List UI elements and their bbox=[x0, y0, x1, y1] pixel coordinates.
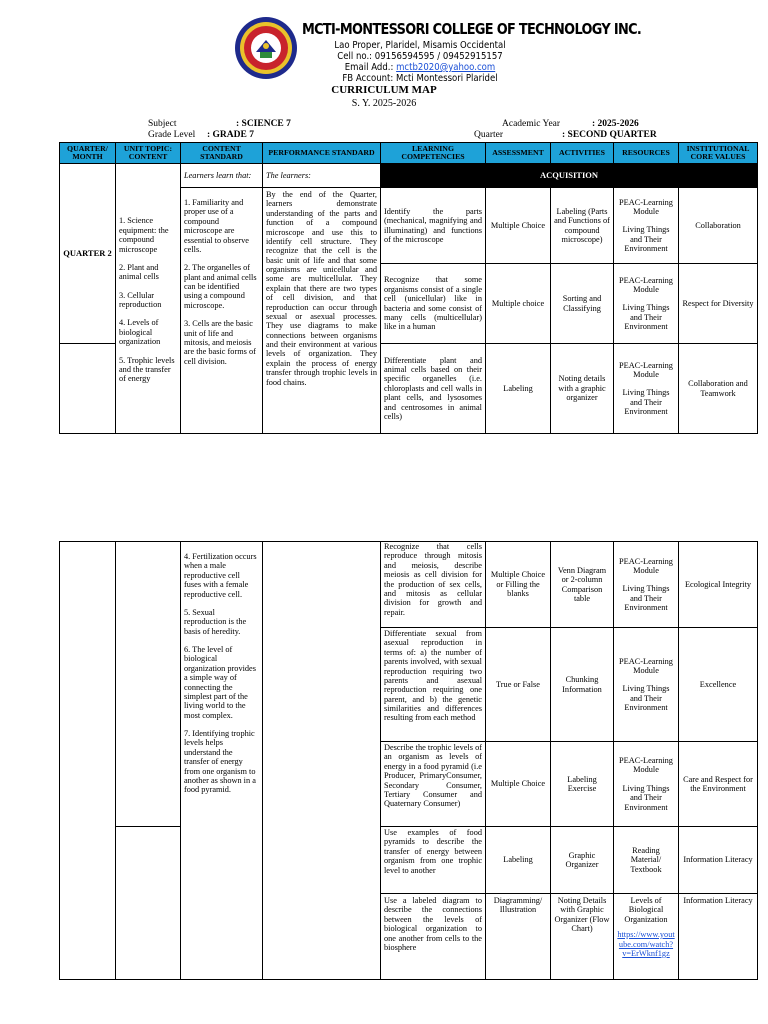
assessment: Labeling bbox=[486, 827, 551, 894]
assessment: Multiple Choice bbox=[486, 742, 551, 827]
competency: Use a labeled diagram to describe the connections between the levels of biological organization to one another from cells to the biosphere bbox=[381, 894, 486, 980]
assessment: Diagramming/ Illustration bbox=[486, 894, 551, 980]
activity: Labeling (Parts and Functions of compound microscope) bbox=[551, 188, 614, 264]
content-standard: 4. Fertilization occurs when a male reproductive cell fuses with a female reproductive cell. bbox=[184, 552, 257, 599]
the-learners-label: The learners: bbox=[263, 164, 381, 188]
activity: Labeling Exercise bbox=[551, 742, 614, 827]
school-address: Lao Proper, Plaridel, Misamis Occidental bbox=[334, 40, 506, 51]
youtube-link[interactable]: https://www.youtube.com/watch?v=ErWknf1gz bbox=[617, 930, 675, 958]
competency: Use examples of food pyramids to describe the transfer of energy between organism from one trophic level to another bbox=[381, 827, 486, 894]
document-school-year: S. Y. 2025-2026 bbox=[351, 98, 417, 109]
school-header bbox=[0, 12, 768, 82]
competency: Describe the trophic levels of an organism as levels of energy in a food pyramid (i.e Producer, PrimaryConsumer, Secondary Consumer, Tertiary Consumer and Quaternary Consumer) bbox=[381, 742, 486, 827]
assessment: True or False bbox=[486, 628, 551, 742]
school-email-line bbox=[312, 62, 528, 73]
school-email-label: Email Add.: bbox=[344, 62, 394, 73]
document-title: CURRICULUM MAP bbox=[331, 84, 437, 96]
content-standard: 5. Sexual reproduction is the basis of heredity. bbox=[184, 607, 247, 636]
unit-topic: 1. Science equipment: the compound microscope bbox=[119, 216, 169, 254]
content-standard: 1. Familiarity and proper use of a compound microscope are essential to observe cells. bbox=[184, 198, 249, 254]
quarter-cell: QUARTER 2 bbox=[60, 164, 116, 344]
header-competencies: LEARNING COMPETENCIES bbox=[381, 143, 486, 164]
content-standards-cell bbox=[181, 542, 263, 980]
header-performance: PERFORMANCE STANDARD bbox=[263, 143, 381, 164]
curriculum-table-2 bbox=[59, 541, 758, 980]
activity: Graphic Organizer bbox=[551, 827, 614, 894]
school-seal-logo bbox=[234, 16, 298, 80]
assessment: Multiple Choice bbox=[486, 188, 551, 264]
header-assessment: ASSESSMENT bbox=[486, 143, 551, 164]
content-standard: 7. Identifying trophic levels helps understand the transfer of energy from one organism to another as shown in a food pyramid. bbox=[184, 729, 256, 795]
header-content: CONTENT STANDARD bbox=[181, 143, 263, 164]
quarter-label: Quarter bbox=[474, 130, 504, 140]
grade-label: Grade Level bbox=[148, 130, 196, 140]
assessment: Multiple Choice or Filling the blanks bbox=[486, 542, 551, 628]
school-facebook: FB Account: Mcti Montessori Plaridel bbox=[342, 73, 498, 84]
activity: Chunking Information bbox=[551, 628, 614, 742]
resources: PEAC-Learning Module Living Things and Their Environment bbox=[614, 344, 679, 434]
learners-learn-label: Learners learn that: bbox=[181, 164, 263, 188]
resources: Reading Material/ Textbook bbox=[614, 827, 679, 894]
core-value: Ecological Integrity bbox=[679, 542, 758, 628]
competency: Identify the parts (mechanical, magnifying and illuminating) and functions of the microscope bbox=[381, 188, 486, 264]
content-standard: 3. Cells are the basic unit of life and mitosis, and meiosis are the basic forms of cell division. bbox=[184, 319, 256, 366]
acquisition-banner: ACQUISITION bbox=[381, 164, 758, 188]
header-quarter: QUARTER/ MONTH bbox=[60, 143, 116, 164]
school-cell: Cell no.: 09156594595 / 09452915157 bbox=[337, 51, 503, 62]
content-standard: 2. The organelles of plant and animal cells can be identified using a compound microscope. bbox=[184, 263, 257, 310]
resources: PEAC-Learning Module Living Things and Their Environment bbox=[614, 628, 679, 742]
core-value: Care and Respect for the Environment bbox=[679, 742, 758, 827]
performance-standard-cell: By the end of the Quarter, learners demonstrate understanding of the parts and function of a compound microscope and use this to identify cell structure. They recognize that the cell is the basic unit of life and that some organisms are unicellular and some are multicellular. They explain that there are two types of cell division, and that reproduction can occur through sexual or asexual processes. They use diagrams to make connections between organisms and their environment at various levels of organization. They explain the process of energy transfer through trophic levels in food chains. bbox=[263, 188, 381, 434]
core-value: Excellence bbox=[679, 628, 758, 742]
content-standards-cell bbox=[181, 188, 263, 434]
resources: PEAC-Learning Module Living Things and Their Environment bbox=[614, 542, 679, 628]
unit-topic: 2. Plant and animal cells bbox=[119, 262, 159, 282]
grade-value: : GRADE 7 bbox=[207, 130, 254, 140]
core-value: Information Literacy bbox=[679, 827, 758, 894]
curriculum-table-1 bbox=[59, 142, 758, 434]
resources: Levels of Biological Organization https://www.youtube.com/watch?v=ErWknf1gz bbox=[614, 894, 679, 980]
header-resources: RESOURCES bbox=[614, 143, 679, 164]
school-email-link[interactable]: mctb2020@yahoo.com bbox=[396, 62, 496, 73]
unit-topic: 3. Cellular reproduction bbox=[119, 290, 162, 309]
quarter-cell-empty bbox=[60, 344, 116, 434]
resources: PEAC-Learning Module Living Things and Their Environment bbox=[614, 188, 679, 264]
assessment: Labeling bbox=[486, 344, 551, 434]
resources: PEAC-Learning Module Living Things and Their Environment bbox=[614, 264, 679, 344]
academic-year-value: : 2025-2026 bbox=[592, 119, 639, 129]
unit-cell-empty bbox=[116, 827, 181, 980]
assessment: Multiple choice bbox=[486, 264, 551, 344]
competency: Differentiate sexual from asexual reproduction in terms of: a) the number of parents involved, with sexual reproduction requiring two parents and asexual reproduction requiring one parent, and b) the genetic similarities and differences resulting from each method bbox=[381, 628, 486, 742]
core-value: Collaboration and Teamwork bbox=[679, 344, 758, 434]
subject-label: Subject bbox=[148, 119, 177, 129]
activity: Noting details with a graphic organizer bbox=[551, 344, 614, 434]
header-unit: UNIT TOPIC: CONTENT bbox=[116, 143, 181, 164]
unit-topic: 4. Levels of biological organization bbox=[119, 318, 161, 347]
academic-year-label: Academic Year bbox=[502, 119, 561, 129]
school-name: MCTI-MONTESSORI COLLEGE OF TECHNOLOGY INC. bbox=[302, 20, 642, 38]
subject-value: : SCIENCE 7 bbox=[236, 119, 291, 129]
core-value: Information Literacy bbox=[679, 894, 758, 980]
competency: Differentiate plant and animal cells based on their specific organelles (i.e. chloroplasts and cell walls in plant cells, and lysosomes and centrosomes in animal cells) bbox=[381, 344, 486, 434]
table-header-row bbox=[60, 143, 758, 164]
activity: Venn Diagram or 2-column Comparison table bbox=[551, 542, 614, 628]
activity: Noting Details with Graphic Organizer (Flow Chart) bbox=[551, 894, 614, 980]
quarter-value: : SECOND QUARTER bbox=[562, 130, 657, 140]
table-row bbox=[60, 827, 758, 894]
content-standard: 6. The level of biological organization provides a simple way of connecting the simplest part of the living world to the most complex. bbox=[184, 645, 256, 720]
header-values: INSTITUTIONAL CORE VALUES bbox=[679, 143, 758, 164]
table-row bbox=[60, 164, 758, 188]
quarter-cell-empty bbox=[60, 542, 116, 980]
activity: Sorting and Classifying bbox=[551, 264, 614, 344]
competency: Recognize that some organisms consist of a single cell (unicellular) like in bacteria and some consist of many cells (multicellular) like in a human bbox=[381, 264, 486, 344]
unit-topic: 5. Trophic levels and the transfer of energy bbox=[119, 355, 175, 384]
performance-cell-empty bbox=[263, 542, 381, 980]
unit-cell-empty bbox=[116, 542, 181, 827]
core-value: Collaboration bbox=[679, 188, 758, 264]
competency: Recognize that cells reproduce through mitosis and meiosis, describe meiosis as cell division for the production of sex cells, and mitosis as cellular division for growth and repair. bbox=[381, 542, 486, 628]
core-value: Respect for Diversity bbox=[679, 264, 758, 344]
table-row bbox=[60, 542, 758, 628]
unit-topics-cell bbox=[116, 164, 181, 434]
header-activities: ACTIVITIES bbox=[551, 143, 614, 164]
resources: PEAC-Learning Module Living Things and Their Environment bbox=[614, 742, 679, 827]
